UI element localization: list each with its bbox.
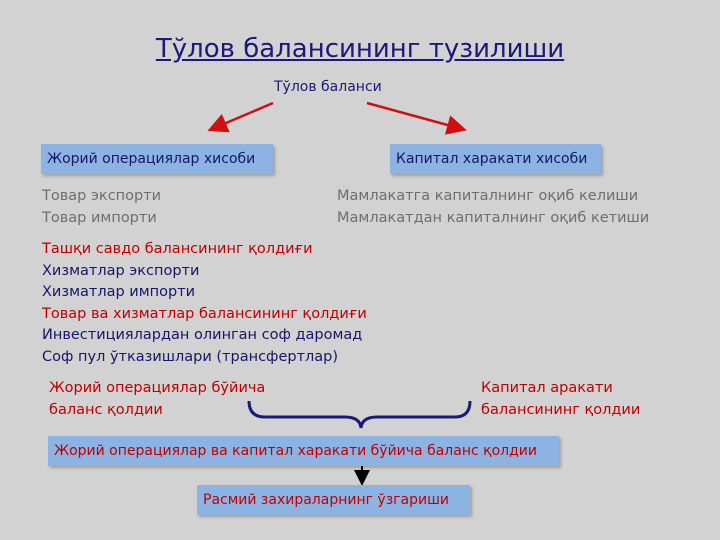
current-balance-label: Жорий операциялар бўйича баланс қолдии [49,380,266,418]
goods-services-balance: Товар ва хизматлар балансининг қолдиғи [42,305,367,322]
combined-balance-box: Жорий операциялар ва капитал харакати бўйича баланс қолдии [48,436,559,466]
root-label: Тўлов баланси [274,79,382,95]
services-import: Хизматлар импорти [42,284,196,300]
capital-account-box: Капитал харакати хисоби [390,144,601,174]
services-export: Хизматлар экспорти [42,262,200,279]
left-items [42,186,161,229]
arrow-to-current-account [212,103,273,129]
goods-export: Товар экспорти [42,188,162,204]
net-investment-income: Инвестициялардан олинган соф даромад [42,327,363,343]
reserves-change-box: Расмий захираларнинг ўзгариши [197,485,470,515]
trade-balance: Ташқи савдо балансининг қолдиғи [42,241,313,257]
arrow-to-capital-account [367,103,462,129]
goods-import: Товар импорти [42,209,157,226]
curly-brace [249,401,470,428]
net-transfers: Соф пул ўтказишлари (трансфертлар) [42,348,339,365]
right-items [337,186,649,229]
capital-inflow: Мамлакатга капиталнинг оқиб келиши [337,188,639,204]
capital-outflow: Мамлакатдан капиталнинг оқиб кетиши [337,209,650,226]
page-title: Тўлов балансининг тузилиши [155,34,565,64]
capital-balance-label: Капитал аракати балансининг қолдии [481,380,641,418]
current-account-box: Жорий операциялар хисоби [41,144,273,174]
current-account-items [42,239,367,368]
